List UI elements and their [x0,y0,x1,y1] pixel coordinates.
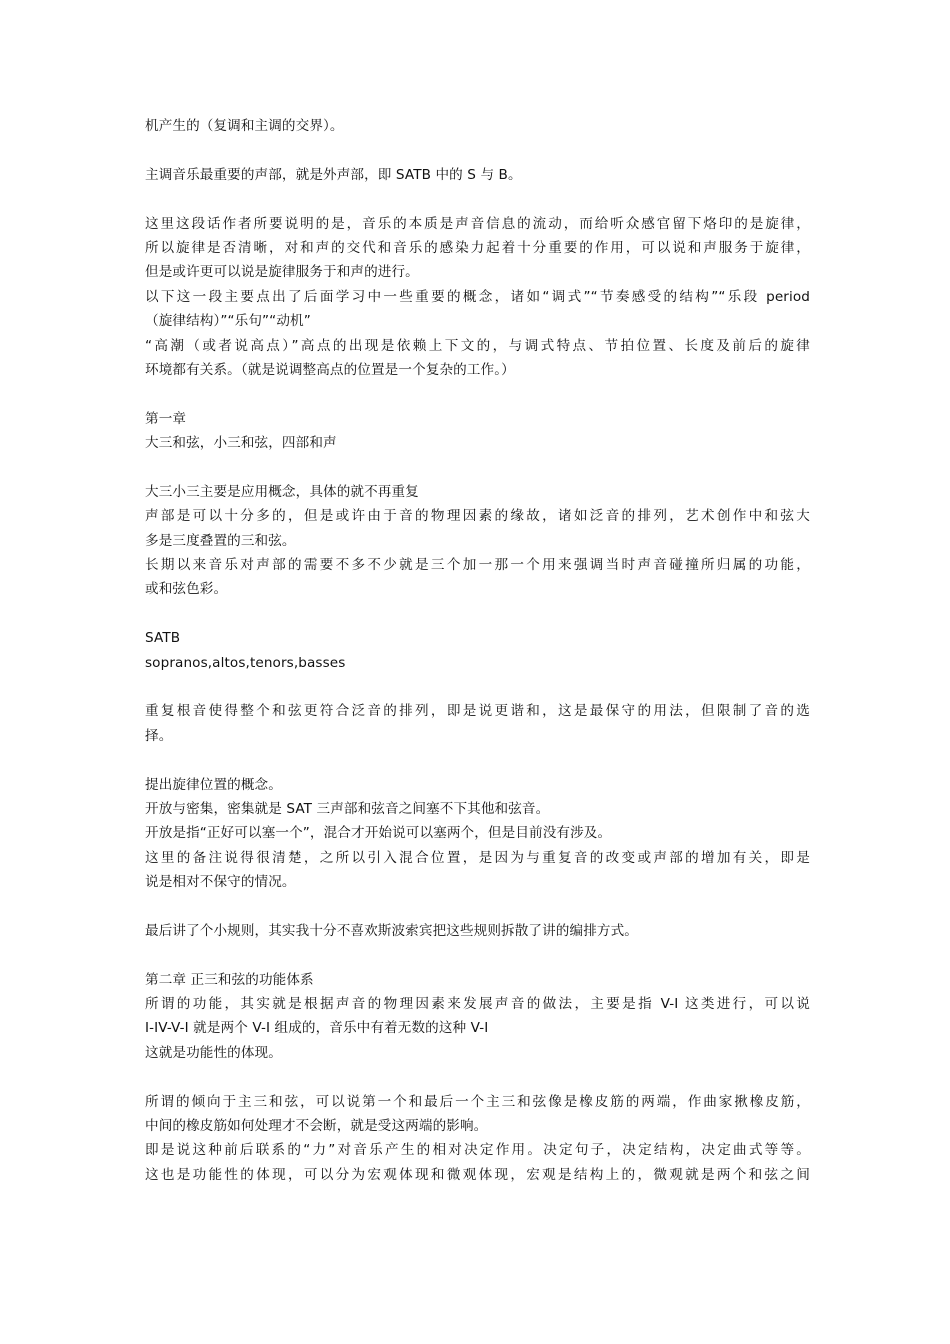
blank-line [145,455,810,479]
text-line: 大三和弦，小三和弦，四部和声 [145,435,337,452]
text-line: 这也是功能性的体现，可以分为宏观体现和微观体现，宏观是结构上的，微观就是两个和弦之间 [145,1166,810,1183]
blank-line [145,943,810,967]
blank-line [145,382,810,406]
text-line: 这里这段话作者所要说明的是，音乐的本质是声音信息的流动，而给听众感官留下烙印的是旋律， [145,215,810,232]
text-line: 最后讲了个小规则，其实我十分不喜欢斯波索宾把这些规则拆散了讲的编排方式。 [145,922,638,939]
blank-line [145,138,810,162]
text-line: 即是说这种前后联系的“力”对音乐产生的相对决定作用。决定句子，决定结构，决定曲式等等。 [145,1142,810,1159]
text-line: 所谓的功能，其实就是根据声音的物理因素来发展声音的做法，主要是指 V-I 这类进行，可以说 [145,996,810,1013]
text-line: 这就是功能性的体现。 [145,1044,282,1061]
text-line: （旋律结构）”“乐句”“动机” [145,313,311,330]
text-line: 声部是可以十分多的，但是或许由于音的物理因素的缘故，诸如泛音的排列，艺术创作中和弦大 [145,508,810,525]
text-line: 大三小三主要是应用概念，具体的就不再重复 [145,483,419,500]
text-line: 主调音乐最重要的声部，就是外声部，即 SATB 中的 S 与 B。 [145,166,522,183]
text-line: 第二章 正三和弦的功能体系 [145,971,314,988]
text-line: 说是相对不保守的情况。 [145,874,296,891]
blank-line [145,1065,810,1089]
text-line: 开放是指“正好可以塞一个”，混合才开始说可以塞两个，但是目前没有涉及。 [145,825,612,842]
text-line: 以下这一段主要点出了后面学习中一些重要的概念，诸如“调式”“节奏感受的结构”“乐段 period [145,288,810,305]
text-line: 择。 [145,727,173,744]
blank-line [145,675,810,699]
document-page [145,114,810,1187]
text-line: 这里的备注说得很清楚，之所以引入混合位置，是因为与重复音的改变或声部的增加有关，即是 [145,849,810,866]
blank-line [145,895,810,919]
text-line: 但是或许更可以说是旋律服务于和声的进行。 [145,264,419,281]
text-line: 或和弦色彩。 [145,581,228,598]
text-line: 所谓的倾向于主三和弦，可以说第一个和最后一个主三和弦像是橡皮筋的两端，作曲家揪橡皮筋， [145,1093,810,1110]
text-line: sopranos,altos,tenors,basses [145,654,346,671]
blank-line [145,602,810,626]
text-line: 重复根音使得整个和弦更符合泛音的排列，即是说更谐和，这是最保守的用法，但限制了音的选 [145,703,810,720]
text-line: SATB [145,630,181,647]
text-line: 环境都有关系。（就是说调整高点的位置是一个复杂的工作。） [145,361,515,378]
text-line: 所以旋律是否清晰，对和声的交代和音乐的感染力起着十分重要的作用，可以说和声服务于旋律， [145,239,810,256]
text-line: I-IV-V-I 就是两个 V-I 组成的，音乐中有着无数的这种 V-I [145,1020,489,1037]
text-line: 长期以来音乐对声部的需要不多不少就是三个加一那一个用来强调当时声音碰撞所归属的功能， [145,557,810,574]
text-line: 机产生的（复调和主调的交界）。 [145,118,344,134]
blank-line [145,187,810,211]
text-line: 中间的橡皮筋如何处理才不会断，就是受这两端的影响。 [145,1118,488,1135]
text-line: 提出旋律位置的概念。 [145,776,282,793]
text-line: 开放与密集，密集就是 SAT 三声部和弦音之间塞不下其他和弦音。 [145,800,550,817]
text-line: 第一章 [145,410,187,427]
text-line: “高潮（或者说高点）”高点的出现是依赖上下文的，与调式特点、节拍位置、长度及前后的旋律 [145,337,810,354]
text-line: 多是三度叠置的三和弦。 [145,532,296,549]
blank-line [145,748,810,772]
